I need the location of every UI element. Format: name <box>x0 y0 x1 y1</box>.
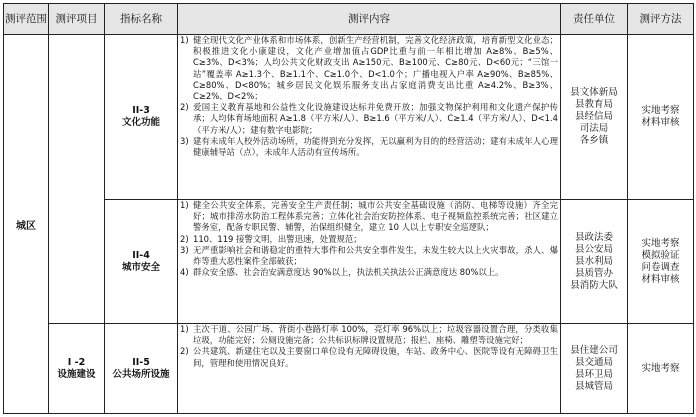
list-item: 2) 公共建筑、新建住宅以及主要窗口单位设有无障碍设施，车站、政务中心、医院等设有无障碍卫生间，管理和使用情况良好。 <box>180 346 558 368</box>
header-project: 测评项目 <box>49 4 105 35</box>
list-item: 1) 健全公共安全体系，完善安全生产责任制；城市公共安全基础设施（消防、电梯等设施）齐全完好；城市排涝水防治工程体系完善；立体化社会治安防控体系、电子视频监控系统完善；社区建立警务室，配备专职民警、辅警，治保组织健全，建立 10 人以上专职安全巡逻队； <box>180 200 558 233</box>
indicator-code: II-4 <box>132 249 150 261</box>
project-cell-empty <box>49 35 105 324</box>
header-indicator: 指标名称 <box>105 4 178 35</box>
table-row <box>4 35 694 200</box>
indicator-name: 公共场所设施 <box>112 368 170 380</box>
indicator-cell <box>105 200 178 324</box>
project-name: 设施建设 <box>57 368 96 380</box>
dept-cell: 县住建公司 县交通局 县环卫局 县城管局 <box>561 324 628 414</box>
indicator-cell <box>105 35 178 200</box>
header-row <box>4 4 694 35</box>
header-content: 测评内容 <box>178 4 561 35</box>
indicator-name: 文化功能 <box>121 117 160 128</box>
scope-cell: 城区 <box>4 35 49 414</box>
evaluation-table <box>3 3 694 414</box>
list-item: 4) 群众安全感、社会治安满意度达 90%以上，执法机关执法公正满意度达 80%以上。 <box>180 267 504 278</box>
table-row <box>4 200 694 324</box>
dept-cell: 县政法委 县公安局 县水利局 县质管办 县消防大队 <box>561 200 628 324</box>
method-cell: 实地考察材料审核 <box>628 35 694 200</box>
method-cell: 实地考察模拟验证问卷调查材料审核 <box>628 200 694 324</box>
content-cell <box>178 324 561 414</box>
dept-cell: 县文体新局 县教育局 县经信局 司法局 各乡镇 <box>561 35 628 200</box>
header-dept: 责任单位 <box>561 4 628 35</box>
indicator-code: II-5 <box>132 356 150 368</box>
table-row <box>4 324 694 414</box>
list-item: 2) 爱国主义教育基地和公益性文化设施建设达标并免费开放；加强文物保护利用和文化遗产保护传承；人均体育场地面积 A≥1.8（平方米/人）、B≥1.6（平方米/人）、C≥1.4（平方米/人）、D<1.4（平方米/人）；建有数字电影院； <box>180 102 558 135</box>
indicator-code: II-3 <box>132 105 150 116</box>
header-scope: 测评范围 <box>4 4 49 35</box>
list-item: 1) 健全现代文化产业体系和市场体系，创新生产经营机制，完善文化经济政策，培育新型文化业态；积极推进文化小康建设，文化产业增加值占GDP比重与前一年相比增加 A≥8%、B≥5%、C≥3%、D<3%；人均公共文化财政支出 A≥150元、B≥100元、C≥80元、D<60元；“三馆一站”覆盖率 A≥1.3个、B≥1.1个、C≥1.0个、D<1.0个；广播电视入户率 A≥90%、B≥85%、C≥80%、D<80%；城乡居民文化娱乐服务支出占家庭消费支出比重 A≥4.2%、B≥3%、C≥2%、D<2%； <box>180 35 558 102</box>
list-item: 1) 主次干道、公园广场、背街小巷路灯率 100%，亮灯率 96%以上；垃圾容器设置合理，分类收集垃圾，功能完好；公厕设施完备；公共标识标牌设置规范；报栏、座椅、雕塑等设施完好； <box>180 324 558 346</box>
list-item: 2) 110、119 接警文明，出警迅速，处置规范； <box>180 233 362 244</box>
project-cell <box>49 324 105 414</box>
indicator-cell <box>105 324 178 414</box>
project-code: I -2 <box>67 356 86 368</box>
list-item: 3) 建有未成年人校外活动场所，功能得到充分发挥，无以赢利为目的的经营活动；建有未成年人心理健康辅导站（点），未成年人活动有宣传场所。 <box>180 135 558 158</box>
list-item: 3) 无严重影响社会和谐稳定的重特大事件和公共安全事件发生，未发生较大以上火灾事故，杀人、爆炸等重大恶性案件全部破获； <box>180 244 558 267</box>
indicator-name: 城市安全 <box>121 261 160 273</box>
content-cell <box>178 35 561 200</box>
header-method: 测评方法 <box>628 4 694 35</box>
method-cell: 实地考察 <box>628 324 694 414</box>
content-cell <box>178 200 561 324</box>
